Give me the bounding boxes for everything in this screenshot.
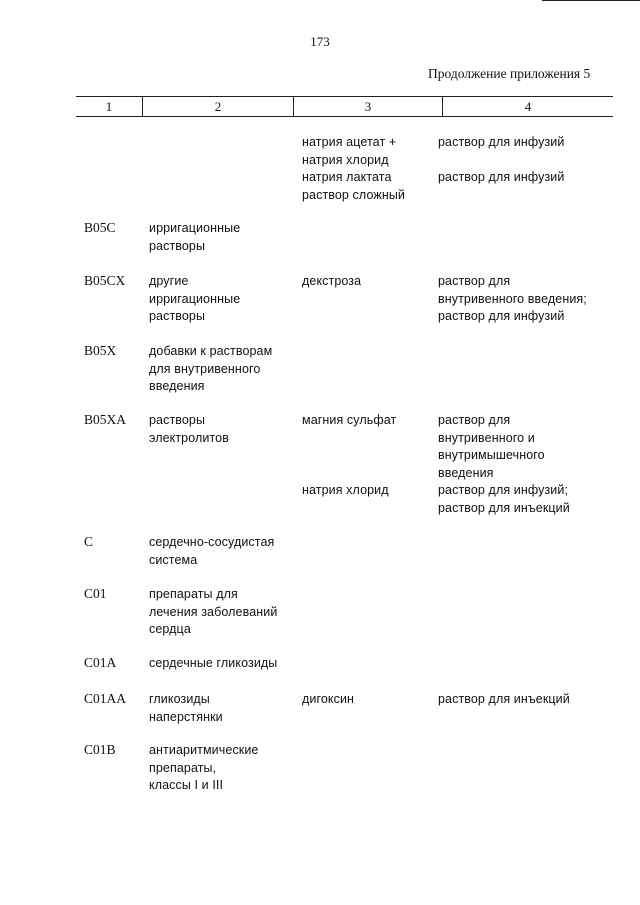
table-cell-code: C (84, 534, 94, 549)
table-cell-group: препараты для лечения заболеваний сердца (149, 587, 278, 636)
table-cell-code: C01A (84, 655, 117, 670)
column-header-1: 1 (105, 99, 113, 114)
table-cell-group: антиаритмические препараты, классы I и III (149, 743, 259, 792)
table-cell-form: раствор для инфузий (438, 170, 565, 184)
table-cell-form: раствор для инъекций (438, 692, 570, 706)
table-cell-group: другие ирригационные растворы (149, 274, 241, 323)
table-cell-drug: магния сульфат (302, 413, 397, 427)
table-cell-drug: натрия хлорид (302, 483, 389, 497)
table-cell-form: раствор для инфузий (438, 135, 565, 149)
table-cell-code: B05CX (84, 273, 126, 288)
table-cell-group: сердечные гликозиды (149, 656, 278, 670)
table-cell-drug: натрия лактата раствор сложный (302, 170, 405, 202)
table-cell-code: C01B (84, 742, 116, 757)
table-header (76, 96, 613, 117)
table-cell-group: добавки к растворам для внутривенного введения (149, 344, 273, 393)
corner-rule (542, 0, 640, 1)
page-number: 173 (310, 34, 330, 49)
table-cell-drug: натрия ацетат + натрия хлорид (302, 135, 397, 167)
table-cell-code: B05X (84, 343, 117, 358)
appendix-continuation-note: Продолжение приложения 5 (428, 66, 591, 81)
table-cell-group: растворы электролитов (149, 413, 229, 445)
table-cell-code: C01 (84, 586, 107, 601)
table-cell-code: B05C (84, 220, 116, 235)
table-cell-form: раствор для внутривенного введения; раствор для инфузий (438, 274, 587, 323)
table-cell-code: C01AA (84, 691, 127, 706)
table-cell-code: B05XA (84, 412, 127, 427)
column-header-4: 4 (524, 99, 532, 114)
table-cell-form: раствор для внутривенного и внутримышечного введения (438, 413, 545, 480)
table-cell-group: ирригационные растворы (149, 221, 241, 253)
table-cell-group: сердечно-сосудистая система (149, 535, 275, 567)
table-cell-drug: декстроза (302, 274, 362, 288)
table-cell-group: гликозиды наперстянки (149, 692, 223, 724)
table-cell-form: раствор для инфузий; раствор для инъекций (438, 483, 570, 515)
table-cell-drug: дигоксин (302, 692, 355, 706)
column-header-2: 2 (214, 99, 222, 114)
column-header-3: 3 (364, 99, 372, 114)
